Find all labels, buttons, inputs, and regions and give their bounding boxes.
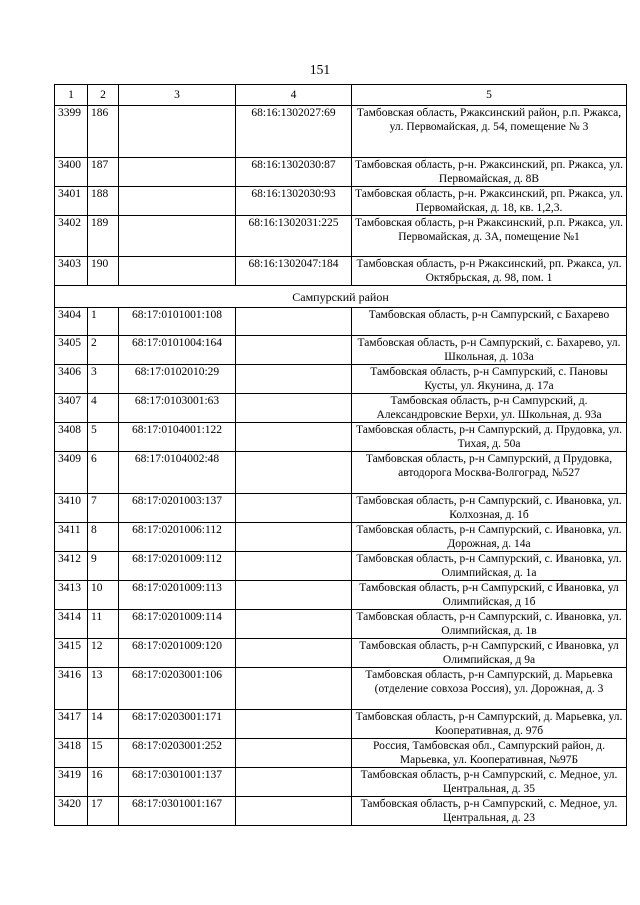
cadastral-number-cell-col4 [236, 336, 352, 365]
address-cell: Тамбовская область, р-н Сампурский, с. Ивановка, ул. Дорожная, д. 14а [352, 523, 627, 552]
address-cell: Тамбовская область, р-н Сампурский, с. Бахарево, ул. Школьная, д. 103а [352, 336, 627, 365]
address-cell: Тамбовская область, р-н Сампурский, с. Медное, ул. Центральная, д. 35 [352, 768, 627, 797]
row-number-cell: 3412 [55, 552, 88, 581]
address-cell: Тамбовская область, р-н Сампурский, с Ивановка, ул Олимпийская, д 9а [352, 639, 627, 668]
row-number-cell: 3416 [55, 668, 88, 710]
page-number: 151 [309, 62, 331, 77]
table-row [55, 257, 627, 286]
table-row [55, 423, 627, 452]
cadastral-number-cell-col3: 68:17:0101004:164 [119, 336, 236, 365]
cadastral-number-cell-col3 [119, 216, 236, 257]
table-row [55, 739, 627, 768]
registry-table [54, 84, 627, 826]
address-cell: Тамбовская область, р-н Ржаксинский, рп. Ржакса, ул. Октябрьская, д. 98, пом. 1 [352, 257, 627, 286]
cadastral-number-cell-col3: 68:17:0201009:114 [119, 610, 236, 639]
cadastral-number-cell-col3: 68:17:0301001:167 [119, 797, 236, 826]
row-index-cell: 186 [88, 106, 119, 158]
table-body [55, 85, 627, 826]
address-cell: Тамбовская область, р-н Сампурский, с. Ивановка, ул. Колхозная, д. 1б [352, 494, 627, 523]
cadastral-number-cell-col3: 68:17:0104001:122 [119, 423, 236, 452]
table-row [55, 710, 627, 739]
row-number-cell: 3402 [55, 216, 88, 257]
table-row [55, 308, 627, 336]
cadastral-number-cell-col4 [236, 308, 352, 336]
cadastral-number-cell-col4 [236, 552, 352, 581]
cadastral-number-cell-col4: 68:16:1302030:93 [236, 187, 352, 216]
row-index-cell: 12 [88, 639, 119, 668]
cadastral-number-cell-col3: 68:17:0201009:113 [119, 581, 236, 610]
address-cell: Тамбовская область, р-н Сампурский, д. Марьевка, ул. Кооперативная, д. 97б [352, 710, 627, 739]
row-number-cell: 3409 [55, 452, 88, 494]
table-row [55, 610, 627, 639]
address-cell: Тамбовская область, р-н Сампурский, с. Медное, ул. Центральная, д. 23 [352, 797, 627, 826]
header-cell-4: 4 [236, 85, 352, 106]
cadastral-number-cell-col4 [236, 768, 352, 797]
row-number-cell: 3399 [55, 106, 88, 158]
address-cell: Тамбовская область, р-н Сампурский, с. Ивановка, ул. Олимпийская, д. 1в [352, 610, 627, 639]
address-cell: Тамбовская область, р-н Сампурский, д. Александровские Верхи, ул. Школьная, д. 93а [352, 394, 627, 423]
address-cell: Тамбовская область, р-н Сампурский, с. Ивановка, ул. Олимпийская, д. 1а [352, 552, 627, 581]
table-row [55, 768, 627, 797]
header-cell-3: 3 [119, 85, 236, 106]
row-index-cell: 190 [88, 257, 119, 286]
cadastral-number-cell-col4: 68:16:1302027:69 [236, 106, 352, 158]
row-number-cell: 3420 [55, 797, 88, 826]
cadastral-number-cell-col4 [236, 523, 352, 552]
row-index-cell: 9 [88, 552, 119, 581]
row-index-cell: 6 [88, 452, 119, 494]
address-cell: Тамбовская область, р-н. Ржаксинский, рп. Ржакса, ул. Первомайская, д. 18, кв. 1,2,3. [352, 187, 627, 216]
row-number-cell: 3414 [55, 610, 88, 639]
table-row [55, 523, 627, 552]
header-cell-1: 1 [55, 85, 88, 106]
address-cell: Россия, Тамбовская обл., Сампурский район, д. Марьевка, ул. Кооперативная, №97Б [352, 739, 627, 768]
cadastral-number-cell-col3: 68:17:0203001:171 [119, 710, 236, 739]
row-number-cell: 3408 [55, 423, 88, 452]
cadastral-number-cell-col4 [236, 423, 352, 452]
row-index-cell: 4 [88, 394, 119, 423]
table-row [55, 494, 627, 523]
row-index-cell: 2 [88, 336, 119, 365]
address-cell: Тамбовская область, р-н Сампурский, д. Марьевка (отделение совхоза Россия), ул. Дорожная, д. 3 [352, 668, 627, 710]
cadastral-number-cell-col3: 68:17:0101001:108 [119, 308, 236, 336]
cadastral-number-cell-col4 [236, 365, 352, 394]
cadastral-number-cell-col3 [119, 257, 236, 286]
row-number-cell: 3411 [55, 523, 88, 552]
row-index-cell: 10 [88, 581, 119, 610]
address-cell: Тамбовская область, р-н Сампурский, с. Пановы Кусты, ул. Якунина, д. 17а [352, 365, 627, 394]
row-number-cell: 3419 [55, 768, 88, 797]
cadastral-number-cell-col4 [236, 452, 352, 494]
header-cell-2: 2 [88, 85, 119, 106]
row-number-cell: 3405 [55, 336, 88, 365]
section-row [55, 286, 627, 308]
row-number-cell: 3401 [55, 187, 88, 216]
header-row [55, 85, 627, 106]
cadastral-number-cell-col4 [236, 581, 352, 610]
row-number-cell: 3403 [55, 257, 88, 286]
cadastral-number-cell-col4 [236, 739, 352, 768]
cadastral-number-cell-col3 [119, 106, 236, 158]
cadastral-number-cell-col3: 68:17:0102010:29 [119, 365, 236, 394]
table-row [55, 187, 627, 216]
cadastral-number-cell-col3 [119, 187, 236, 216]
row-number-cell: 3400 [55, 158, 88, 187]
row-number-cell: 3407 [55, 394, 88, 423]
row-index-cell: 188 [88, 187, 119, 216]
cadastral-number-cell-col4 [236, 394, 352, 423]
row-index-cell: 189 [88, 216, 119, 257]
row-index-cell: 11 [88, 610, 119, 639]
table-row [55, 394, 627, 423]
cadastral-number-cell-col4 [236, 610, 352, 639]
row-index-cell: 5 [88, 423, 119, 452]
table-row [55, 365, 627, 394]
cadastral-number-cell-col4: 68:16:1302031:225 [236, 216, 352, 257]
table-row [55, 336, 627, 365]
table-row [55, 581, 627, 610]
address-cell: Тамбовская область, Ржаксинский район, р.п. Ржакса, ул. Первомайская, д. 54, помещение № 3 [352, 106, 627, 158]
table-row [55, 797, 627, 826]
table-row [55, 452, 627, 494]
row-index-cell: 15 [88, 739, 119, 768]
table-row [55, 216, 627, 257]
table-row [55, 106, 627, 158]
cadastral-number-cell-col3: 68:17:0301001:137 [119, 768, 236, 797]
section-title: Сампурский район [55, 286, 627, 308]
row-index-cell: 3 [88, 365, 119, 394]
cadastral-number-cell-col3 [119, 158, 236, 187]
header-cell-5: 5 [352, 85, 627, 106]
cadastral-number-cell-col3: 68:17:0103001:63 [119, 394, 236, 423]
row-index-cell: 7 [88, 494, 119, 523]
address-cell: Тамбовская область, р-н. Ржаксинский, рп. Ржакса, ул. Первомайская, д. 8В [352, 158, 627, 187]
row-index-cell: 1 [88, 308, 119, 336]
cadastral-number-cell-col4 [236, 797, 352, 826]
cadastral-number-cell-col3: 68:17:0104002:48 [119, 452, 236, 494]
address-cell: Тамбовская область, р-н Сампурский, с Ивановка, ул Олимпийская, д 1б [352, 581, 627, 610]
row-index-cell: 13 [88, 668, 119, 710]
cadastral-number-cell-col3: 68:17:0201009:112 [119, 552, 236, 581]
address-cell: Тамбовская область, р-н Сампурский, д. Прудовка, ул. Тихая, д. 50а [352, 423, 627, 452]
cadastral-number-cell-col3: 68:17:0201006:112 [119, 523, 236, 552]
cadastral-number-cell-col3: 68:17:0201009:120 [119, 639, 236, 668]
row-index-cell: 187 [88, 158, 119, 187]
row-number-cell: 3410 [55, 494, 88, 523]
address-cell: Тамбовская область, р-н Ржаксинский, р.п. Ржакса, ул. Первомайская, д. 3А, помещение №1 [352, 216, 627, 257]
table-row [55, 552, 627, 581]
table-row [55, 639, 627, 668]
row-number-cell: 3415 [55, 639, 88, 668]
cadastral-number-cell-col3: 68:17:0203001:252 [119, 739, 236, 768]
table-row [55, 668, 627, 710]
cadastral-number-cell-col3: 68:17:0201003:137 [119, 494, 236, 523]
address-cell: Тамбовская область, р-н Сампурский, с Бахарево [352, 308, 627, 336]
cadastral-number-cell-col4 [236, 639, 352, 668]
cadastral-number-cell-col4 [236, 668, 352, 710]
address-cell: Тамбовская область, р-н Сампурский, д Прудовка, автодорога Москва-Волгоград, №527 [352, 452, 627, 494]
cadastral-number-cell-col4 [236, 710, 352, 739]
row-index-cell: 14 [88, 710, 119, 739]
cadastral-number-cell-col4: 68:16:1302030:87 [236, 158, 352, 187]
row-number-cell: 3404 [55, 308, 88, 336]
row-number-cell: 3418 [55, 739, 88, 768]
row-number-cell: 3406 [55, 365, 88, 394]
table-row [55, 158, 627, 187]
row-index-cell: 17 [88, 797, 119, 826]
row-number-cell: 3417 [55, 710, 88, 739]
row-index-cell: 8 [88, 523, 119, 552]
row-index-cell: 16 [88, 768, 119, 797]
cadastral-number-cell-col4: 68:16:1302047:184 [236, 257, 352, 286]
cadastral-number-cell-col3: 68:17:0203001:106 [119, 668, 236, 710]
row-number-cell: 3413 [55, 581, 88, 610]
cadastral-number-cell-col4 [236, 494, 352, 523]
